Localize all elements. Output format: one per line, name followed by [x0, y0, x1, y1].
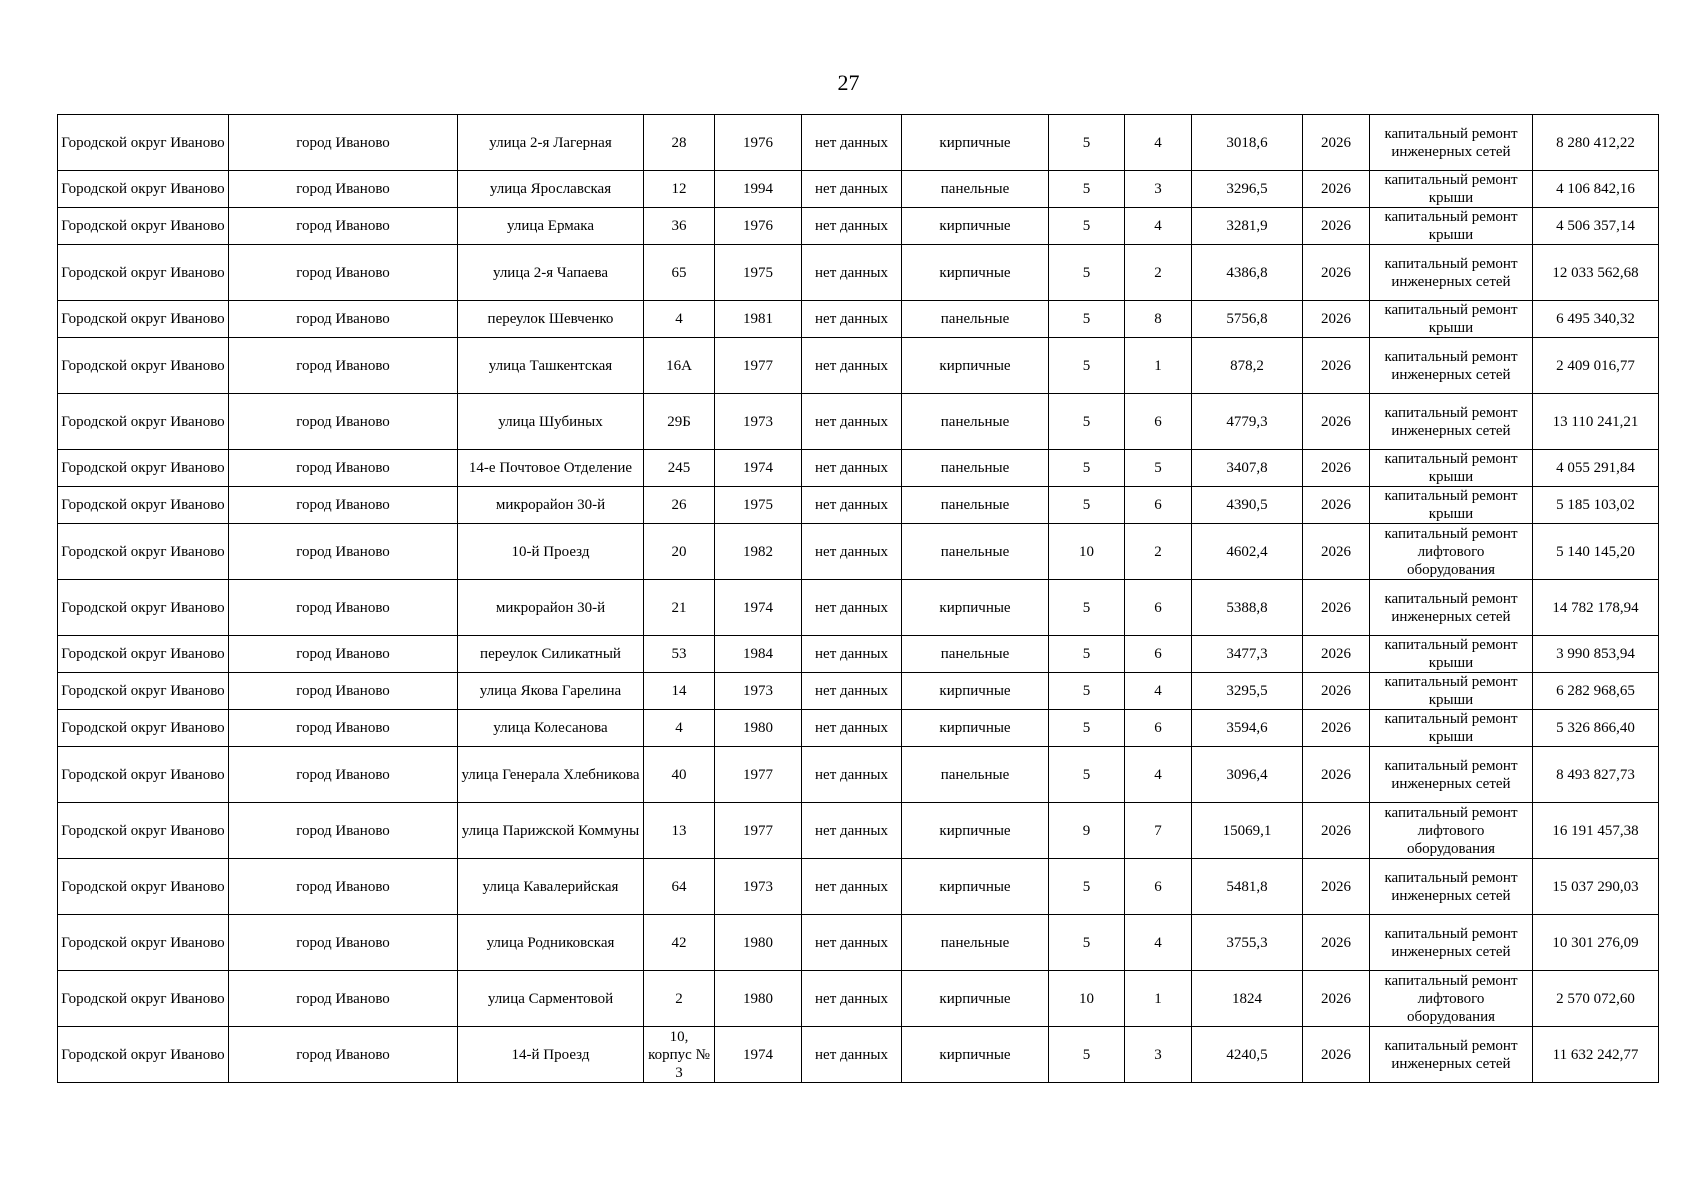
cell-entrances: 6: [1125, 859, 1192, 915]
cell-cost: 4 106 842,16: [1533, 171, 1659, 208]
cell-house: 20: [644, 524, 715, 580]
cell-area: 3407,8: [1192, 450, 1303, 487]
cell-work: капитальный ремонт крыши: [1370, 636, 1533, 673]
table-row: [58, 301, 1659, 338]
cell-street: улица Якова Гарелина: [458, 673, 644, 710]
cell-data: нет данных: [802, 524, 902, 580]
cell-data: нет данных: [802, 710, 902, 747]
cell-area: 5481,8: [1192, 859, 1303, 915]
cell-data: нет данных: [802, 450, 902, 487]
cell-plan-year: 2026: [1303, 803, 1370, 859]
cell-data: нет данных: [802, 394, 902, 450]
cell-area: 3594,6: [1192, 710, 1303, 747]
cell-year: 1994: [715, 171, 802, 208]
cell-floors: 5: [1049, 301, 1125, 338]
table-row: [58, 803, 1659, 859]
cell-district: Городской округ Иваново: [58, 1027, 229, 1083]
cell-house: 36: [644, 208, 715, 245]
cell-district: Городской округ Иваново: [58, 971, 229, 1027]
table-row: [58, 524, 1659, 580]
cell-plan-year: 2026: [1303, 245, 1370, 301]
cell-work: капитальный ремонт крыши: [1370, 710, 1533, 747]
cell-city: город Иваново: [229, 208, 458, 245]
cell-area: 3295,5: [1192, 673, 1303, 710]
cell-data: нет данных: [802, 171, 902, 208]
cell-year: 1977: [715, 747, 802, 803]
cell-work: капитальный ремонт инженерных сетей: [1370, 115, 1533, 171]
cell-city: город Иваново: [229, 915, 458, 971]
cell-house: 10, корпус № 3: [644, 1027, 715, 1083]
table-row: [58, 338, 1659, 394]
cell-house: 65: [644, 245, 715, 301]
cell-entrances: 3: [1125, 1027, 1192, 1083]
cell-floors: 9: [1049, 803, 1125, 859]
cell-area: 1824: [1192, 971, 1303, 1027]
cell-walls: панельные: [902, 394, 1049, 450]
cell-street: улица Шубиных: [458, 394, 644, 450]
cell-work: капитальный ремонт крыши: [1370, 487, 1533, 524]
cell-plan-year: 2026: [1303, 915, 1370, 971]
cell-walls: кирпичные: [902, 1027, 1049, 1083]
cell-work: капитальный ремонт крыши: [1370, 208, 1533, 245]
table-row: [58, 673, 1659, 710]
cell-city: город Иваново: [229, 450, 458, 487]
cell-data: нет данных: [802, 338, 902, 394]
cell-district: Городской округ Иваново: [58, 487, 229, 524]
table-row: [58, 580, 1659, 636]
cell-entrances: 6: [1125, 710, 1192, 747]
cell-walls: панельные: [902, 301, 1049, 338]
cell-area: 878,2: [1192, 338, 1303, 394]
cell-entrances: 4: [1125, 208, 1192, 245]
table-row: [58, 245, 1659, 301]
cell-cost: 5 140 145,20: [1533, 524, 1659, 580]
cell-area: 3018,6: [1192, 115, 1303, 171]
cell-house: 21: [644, 580, 715, 636]
cell-work: капитальный ремонт крыши: [1370, 171, 1533, 208]
cell-floors: 5: [1049, 115, 1125, 171]
cell-cost: 16 191 457,38: [1533, 803, 1659, 859]
cell-plan-year: 2026: [1303, 450, 1370, 487]
cell-walls: панельные: [902, 450, 1049, 487]
cell-house: 13: [644, 803, 715, 859]
cell-plan-year: 2026: [1303, 673, 1370, 710]
cell-area: 3296,5: [1192, 171, 1303, 208]
cell-work: капитальный ремонт лифтового оборудования: [1370, 803, 1533, 859]
table-row: [58, 450, 1659, 487]
cell-plan-year: 2026: [1303, 1027, 1370, 1083]
cell-year: 1973: [715, 859, 802, 915]
cell-year: 1975: [715, 487, 802, 524]
cell-walls: кирпичные: [902, 338, 1049, 394]
cell-plan-year: 2026: [1303, 115, 1370, 171]
cell-street: 14-й Проезд: [458, 1027, 644, 1083]
cell-street: улица Генерала Хлебникова: [458, 747, 644, 803]
cell-work: капитальный ремонт крыши: [1370, 301, 1533, 338]
housing-repair-table: [57, 114, 1659, 1083]
cell-work: капитальный ремонт лифтового оборудования: [1370, 524, 1533, 580]
cell-cost: 10 301 276,09: [1533, 915, 1659, 971]
cell-year: 1974: [715, 1027, 802, 1083]
table-row: [58, 1027, 1659, 1083]
cell-work: капитальный ремонт лифтового оборудования: [1370, 971, 1533, 1027]
cell-floors: 5: [1049, 171, 1125, 208]
cell-data: нет данных: [802, 803, 902, 859]
cell-city: город Иваново: [229, 710, 458, 747]
cell-house: 40: [644, 747, 715, 803]
cell-area: 4390,5: [1192, 487, 1303, 524]
cell-data: нет данных: [802, 301, 902, 338]
cell-cost: 4 506 357,14: [1533, 208, 1659, 245]
cell-floors: 5: [1049, 673, 1125, 710]
cell-street: 14-е Почтовое Отделение: [458, 450, 644, 487]
table-row: [58, 171, 1659, 208]
cell-floors: 5: [1049, 208, 1125, 245]
cell-house: 64: [644, 859, 715, 915]
table-row: [58, 971, 1659, 1027]
cell-district: Городской округ Иваново: [58, 450, 229, 487]
cell-area: 4386,8: [1192, 245, 1303, 301]
cell-floors: 5: [1049, 450, 1125, 487]
cell-entrances: 2: [1125, 245, 1192, 301]
cell-walls: кирпичные: [902, 859, 1049, 915]
cell-district: Городской округ Иваново: [58, 859, 229, 915]
cell-plan-year: 2026: [1303, 524, 1370, 580]
cell-floors: 5: [1049, 580, 1125, 636]
cell-plan-year: 2026: [1303, 171, 1370, 208]
cell-area: 15069,1: [1192, 803, 1303, 859]
cell-work: капитальный ремонт инженерных сетей: [1370, 338, 1533, 394]
cell-city: город Иваново: [229, 636, 458, 673]
cell-district: Городской округ Иваново: [58, 338, 229, 394]
cell-street: улица Ермака: [458, 208, 644, 245]
cell-cost: 14 782 178,94: [1533, 580, 1659, 636]
cell-entrances: 3: [1125, 171, 1192, 208]
cell-cost: 5 326 866,40: [1533, 710, 1659, 747]
cell-data: нет данных: [802, 1027, 902, 1083]
cell-data: нет данных: [802, 115, 902, 171]
cell-city: город Иваново: [229, 115, 458, 171]
cell-district: Городской округ Иваново: [58, 115, 229, 171]
table-row: [58, 859, 1659, 915]
cell-year: 1973: [715, 394, 802, 450]
cell-entrances: 4: [1125, 115, 1192, 171]
cell-street: улица Сарментовой: [458, 971, 644, 1027]
cell-floors: 5: [1049, 338, 1125, 394]
cell-plan-year: 2026: [1303, 580, 1370, 636]
cell-work: капитальный ремонт инженерных сетей: [1370, 245, 1533, 301]
cell-year: 1977: [715, 338, 802, 394]
cell-area: 3096,4: [1192, 747, 1303, 803]
cell-year: 1974: [715, 450, 802, 487]
cell-district: Городской округ Иваново: [58, 171, 229, 208]
cell-house: 42: [644, 915, 715, 971]
cell-city: город Иваново: [229, 803, 458, 859]
cell-street: улица 2-я Лагерная: [458, 115, 644, 171]
cell-district: Городской округ Иваново: [58, 710, 229, 747]
table-row: [58, 487, 1659, 524]
cell-city: город Иваново: [229, 245, 458, 301]
cell-city: город Иваново: [229, 580, 458, 636]
cell-house: 16А: [644, 338, 715, 394]
cell-entrances: 2: [1125, 524, 1192, 580]
cell-work: капитальный ремонт инженерных сетей: [1370, 747, 1533, 803]
table-row: [58, 636, 1659, 673]
cell-entrances: 1: [1125, 971, 1192, 1027]
cell-walls: кирпичные: [902, 803, 1049, 859]
cell-cost: 4 055 291,84: [1533, 450, 1659, 487]
cell-floors: 10: [1049, 971, 1125, 1027]
cell-cost: 13 110 241,21: [1533, 394, 1659, 450]
cell-cost: 3 990 853,94: [1533, 636, 1659, 673]
cell-city: город Иваново: [229, 747, 458, 803]
cell-cost: 6 495 340,32: [1533, 301, 1659, 338]
cell-year: 1975: [715, 245, 802, 301]
cell-house: 4: [644, 301, 715, 338]
cell-data: нет данных: [802, 208, 902, 245]
cell-plan-year: 2026: [1303, 710, 1370, 747]
cell-street: микрорайон 30-й: [458, 580, 644, 636]
cell-walls: панельные: [902, 915, 1049, 971]
cell-floors: 5: [1049, 245, 1125, 301]
page-number: 27: [837, 70, 860, 95]
cell-plan-year: 2026: [1303, 301, 1370, 338]
cell-plan-year: 2026: [1303, 747, 1370, 803]
cell-floors: 5: [1049, 710, 1125, 747]
cell-cost: 11 632 242,77: [1533, 1027, 1659, 1083]
cell-work: капитальный ремонт крыши: [1370, 673, 1533, 710]
cell-entrances: 1: [1125, 338, 1192, 394]
cell-area: 4240,5: [1192, 1027, 1303, 1083]
cell-floors: 10: [1049, 524, 1125, 580]
cell-entrances: 4: [1125, 747, 1192, 803]
cell-city: город Иваново: [229, 171, 458, 208]
cell-city: город Иваново: [229, 673, 458, 710]
cell-cost: 5 185 103,02: [1533, 487, 1659, 524]
cell-cost: 12 033 562,68: [1533, 245, 1659, 301]
table-row: [58, 208, 1659, 245]
cell-area: 5756,8: [1192, 301, 1303, 338]
cell-city: город Иваново: [229, 394, 458, 450]
cell-walls: кирпичные: [902, 580, 1049, 636]
table-row: [58, 915, 1659, 971]
cell-floors: 5: [1049, 487, 1125, 524]
cell-district: Городской округ Иваново: [58, 747, 229, 803]
cell-area: 5388,8: [1192, 580, 1303, 636]
cell-house: 29Б: [644, 394, 715, 450]
cell-floors: 5: [1049, 859, 1125, 915]
cell-walls: кирпичные: [902, 971, 1049, 1027]
cell-year: 1976: [715, 115, 802, 171]
cell-house: 12: [644, 171, 715, 208]
cell-street: улица 2-я Чапаева: [458, 245, 644, 301]
cell-year: 1981: [715, 301, 802, 338]
cell-walls: кирпичные: [902, 115, 1049, 171]
cell-year: 1980: [715, 971, 802, 1027]
cell-district: Городской округ Иваново: [58, 524, 229, 580]
cell-cost: 2 409 016,77: [1533, 338, 1659, 394]
cell-data: нет данных: [802, 915, 902, 971]
cell-house: 53: [644, 636, 715, 673]
cell-street: переулок Силикатный: [458, 636, 644, 673]
cell-entrances: 4: [1125, 673, 1192, 710]
table-row: [58, 710, 1659, 747]
cell-street: 10-й Проезд: [458, 524, 644, 580]
cell-entrances: 8: [1125, 301, 1192, 338]
cell-district: Городской округ Иваново: [58, 208, 229, 245]
cell-city: город Иваново: [229, 487, 458, 524]
cell-work: капитальный ремонт инженерных сетей: [1370, 394, 1533, 450]
cell-city: город Иваново: [229, 524, 458, 580]
cell-year: 1974: [715, 580, 802, 636]
cell-entrances: 6: [1125, 636, 1192, 673]
table-row: [58, 747, 1659, 803]
cell-walls: кирпичные: [902, 710, 1049, 747]
cell-city: город Иваново: [229, 301, 458, 338]
cell-entrances: 7: [1125, 803, 1192, 859]
cell-plan-year: 2026: [1303, 394, 1370, 450]
cell-plan-year: 2026: [1303, 208, 1370, 245]
cell-data: нет данных: [802, 580, 902, 636]
cell-city: город Иваново: [229, 971, 458, 1027]
cell-data: нет данных: [802, 747, 902, 803]
cell-street: переулок Шевченко: [458, 301, 644, 338]
cell-year: 1976: [715, 208, 802, 245]
cell-entrances: 6: [1125, 394, 1192, 450]
cell-data: нет данных: [802, 245, 902, 301]
cell-walls: кирпичные: [902, 208, 1049, 245]
cell-house: 2: [644, 971, 715, 1027]
cell-entrances: 6: [1125, 580, 1192, 636]
cell-floors: 5: [1049, 915, 1125, 971]
cell-year: 1980: [715, 915, 802, 971]
cell-year: 1980: [715, 710, 802, 747]
cell-floors: 5: [1049, 747, 1125, 803]
cell-street: улица Колесанова: [458, 710, 644, 747]
cell-entrances: 4: [1125, 915, 1192, 971]
cell-street: улица Кавалерийская: [458, 859, 644, 915]
cell-cost: 6 282 968,65: [1533, 673, 1659, 710]
cell-walls: панельные: [902, 747, 1049, 803]
cell-cost: 2 570 072,60: [1533, 971, 1659, 1027]
cell-house: 4: [644, 710, 715, 747]
cell-entrances: 5: [1125, 450, 1192, 487]
cell-work: капитальный ремонт инженерных сетей: [1370, 859, 1533, 915]
cell-area: 4779,3: [1192, 394, 1303, 450]
cell-year: 1984: [715, 636, 802, 673]
cell-city: город Иваново: [229, 338, 458, 394]
cell-house: 245: [644, 450, 715, 487]
cell-walls: панельные: [902, 487, 1049, 524]
table-row: [58, 394, 1659, 450]
cell-year: 1973: [715, 673, 802, 710]
cell-floors: 5: [1049, 394, 1125, 450]
cell-district: Городской округ Иваново: [58, 673, 229, 710]
cell-year: 1977: [715, 803, 802, 859]
cell-city: город Иваново: [229, 859, 458, 915]
cell-data: нет данных: [802, 673, 902, 710]
cell-district: Городской округ Иваново: [58, 301, 229, 338]
cell-district: Городской округ Иваново: [58, 636, 229, 673]
cell-entrances: 6: [1125, 487, 1192, 524]
cell-house: 28: [644, 115, 715, 171]
cell-street: улица Родниковская: [458, 915, 644, 971]
cell-district: Городской округ Иваново: [58, 803, 229, 859]
cell-cost: 8 493 827,73: [1533, 747, 1659, 803]
cell-data: нет данных: [802, 487, 902, 524]
cell-walls: панельные: [902, 524, 1049, 580]
table-row: [58, 115, 1659, 171]
cell-district: Городской округ Иваново: [58, 915, 229, 971]
cell-work: капитальный ремонт инженерных сетей: [1370, 915, 1533, 971]
cell-area: 3477,3: [1192, 636, 1303, 673]
cell-street: улица Ташкентская: [458, 338, 644, 394]
cell-walls: панельные: [902, 171, 1049, 208]
cell-plan-year: 2026: [1303, 636, 1370, 673]
cell-floors: 5: [1049, 1027, 1125, 1083]
cell-street: улица Парижской Коммуны: [458, 803, 644, 859]
cell-data: нет данных: [802, 636, 902, 673]
cell-plan-year: 2026: [1303, 487, 1370, 524]
cell-cost: 8 280 412,22: [1533, 115, 1659, 171]
cell-house: 14: [644, 673, 715, 710]
cell-walls: кирпичные: [902, 673, 1049, 710]
cell-area: 3281,9: [1192, 208, 1303, 245]
cell-year: 1982: [715, 524, 802, 580]
cell-house: 26: [644, 487, 715, 524]
cell-cost: 15 037 290,03: [1533, 859, 1659, 915]
cell-data: нет данных: [802, 971, 902, 1027]
cell-area: 4602,4: [1192, 524, 1303, 580]
cell-street: микрорайон 30-й: [458, 487, 644, 524]
cell-floors: 5: [1049, 636, 1125, 673]
cell-walls: панельные: [902, 636, 1049, 673]
cell-city: город Иваново: [229, 1027, 458, 1083]
cell-plan-year: 2026: [1303, 859, 1370, 915]
cell-plan-year: 2026: [1303, 338, 1370, 394]
cell-street: улица Ярославская: [458, 171, 644, 208]
cell-district: Городской округ Иваново: [58, 394, 229, 450]
cell-data: нет данных: [802, 859, 902, 915]
cell-work: капитальный ремонт инженерных сетей: [1370, 580, 1533, 636]
cell-district: Городской округ Иваново: [58, 580, 229, 636]
cell-area: 3755,3: [1192, 915, 1303, 971]
cell-plan-year: 2026: [1303, 971, 1370, 1027]
cell-district: Городской округ Иваново: [58, 245, 229, 301]
cell-work: капитальный ремонт инженерных сетей: [1370, 1027, 1533, 1083]
cell-walls: кирпичные: [902, 245, 1049, 301]
cell-work: капитальный ремонт крыши: [1370, 450, 1533, 487]
